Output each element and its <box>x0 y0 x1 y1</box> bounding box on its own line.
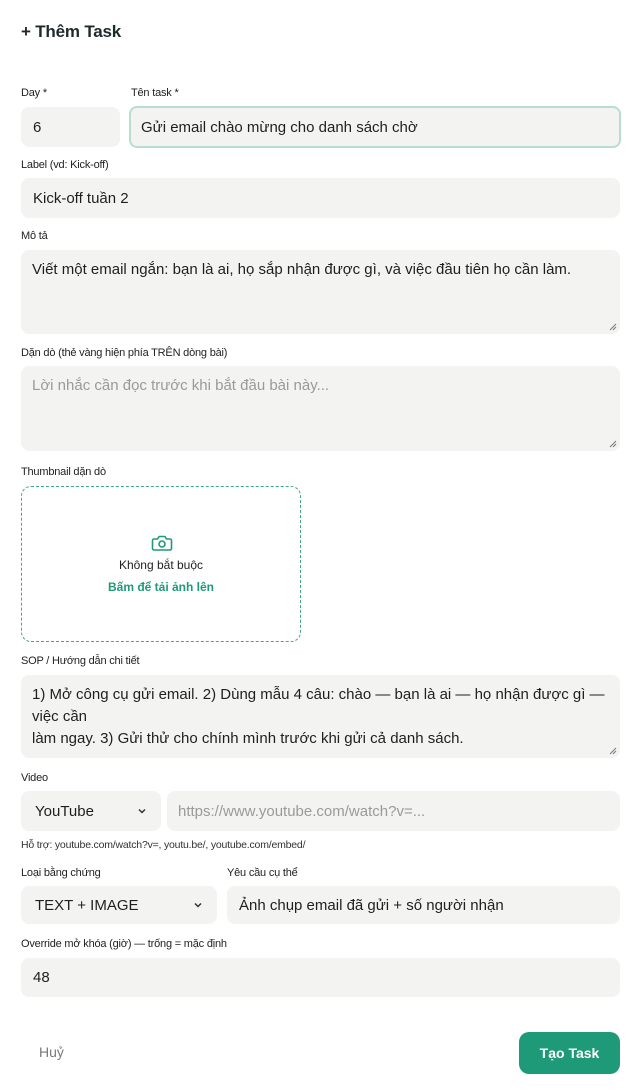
requirement-label: Yêu cầu cụ thể <box>227 867 298 879</box>
evidence-type-select[interactable] <box>21 886 217 924</box>
video-url-input[interactable] <box>167 791 620 831</box>
override-hours-input[interactable] <box>21 958 620 997</box>
description-value: Viết một email ngắn: bạn là ai, họ sắp nhận được gì, và việc đầu tiên họ cần làm. <box>32 261 572 278</box>
evidence-type-value: TEXT + IMAGE <box>35 896 139 914</box>
resize-handle-icon[interactable] <box>609 440 617 448</box>
video-support-hint: Hỗ trợ: youtube.com/watch?v=, youtu.be/, youtube.com/embed/ <box>21 839 306 851</box>
sop-line-2: làm ngay. 3) Gửi thử cho chính mình trước khi gửi cả danh sách. <box>32 730 464 747</box>
sop-textarea[interactable] <box>21 675 620 758</box>
description-textarea[interactable] <box>21 250 620 334</box>
sop-label: SOP / Hướng dẫn chi tiết <box>21 655 140 667</box>
chevron-down-icon <box>137 806 147 816</box>
day-label: Day * <box>21 87 47 99</box>
reminder-placeholder: Lời nhắc cần đọc trước khi bắt đầu bài này... <box>32 377 330 394</box>
day-value: 6 <box>33 118 42 136</box>
task-name-input[interactable] <box>129 106 621 148</box>
task-label-input[interactable] <box>21 178 620 218</box>
override-hours-value: 48 <box>33 969 50 986</box>
day-input[interactable] <box>21 107 120 147</box>
evidence-label: Loại bằng chứng <box>21 867 101 879</box>
reminder-label: Dặn dò (thẻ vàng hiện phía TRÊN dòng bài) <box>21 347 228 359</box>
requirement-value: Ảnh chụp email đã gửi + số người nhận <box>239 896 504 914</box>
camera-icon <box>151 533 173 553</box>
chevron-down-icon <box>193 900 203 910</box>
thumbnail-upload-area[interactable] <box>21 486 301 642</box>
create-task-button[interactable]: Tạo Task <box>519 1032 620 1074</box>
task-name-value: Gửi email chào mừng cho danh sách chờ <box>141 118 418 136</box>
description-label: Mô tả <box>21 230 48 242</box>
resize-handle-icon[interactable] <box>609 747 617 755</box>
modal-title: + Thêm Task <box>21 22 121 41</box>
cancel-button[interactable]: Huỷ <box>39 1044 64 1060</box>
thumbnail-optional-text: Không bắt buộc <box>118 558 204 572</box>
override-label: Override mở khóa (giờ) — trống = mặc định <box>21 938 227 950</box>
video-provider-select[interactable] <box>21 791 161 831</box>
thumbnail-upload-link[interactable]: Bấm để tải ảnh lên <box>107 580 215 594</box>
task-label-label: Label (vd: Kick-off) <box>21 159 109 171</box>
task-label-value: Kick-off tuần 2 <box>33 189 129 207</box>
video-provider-value: YouTube <box>35 802 94 820</box>
requirement-input[interactable] <box>227 886 620 924</box>
resize-handle-icon[interactable] <box>609 323 617 331</box>
video-url-placeholder: https://www.youtube.com/watch?v=... <box>178 802 426 820</box>
task-name-label: Tên task * <box>131 87 179 99</box>
sop-line-1: 1) Mở công cụ gửi email. 2) Dùng mẫu 4 câu: chào — bạn là ai — họ nhận được gì — việc cần <box>32 686 605 725</box>
thumbnail-label: Thumbnail dặn dò <box>21 466 106 478</box>
reminder-textarea[interactable] <box>21 366 620 451</box>
video-label: Video <box>21 772 48 784</box>
